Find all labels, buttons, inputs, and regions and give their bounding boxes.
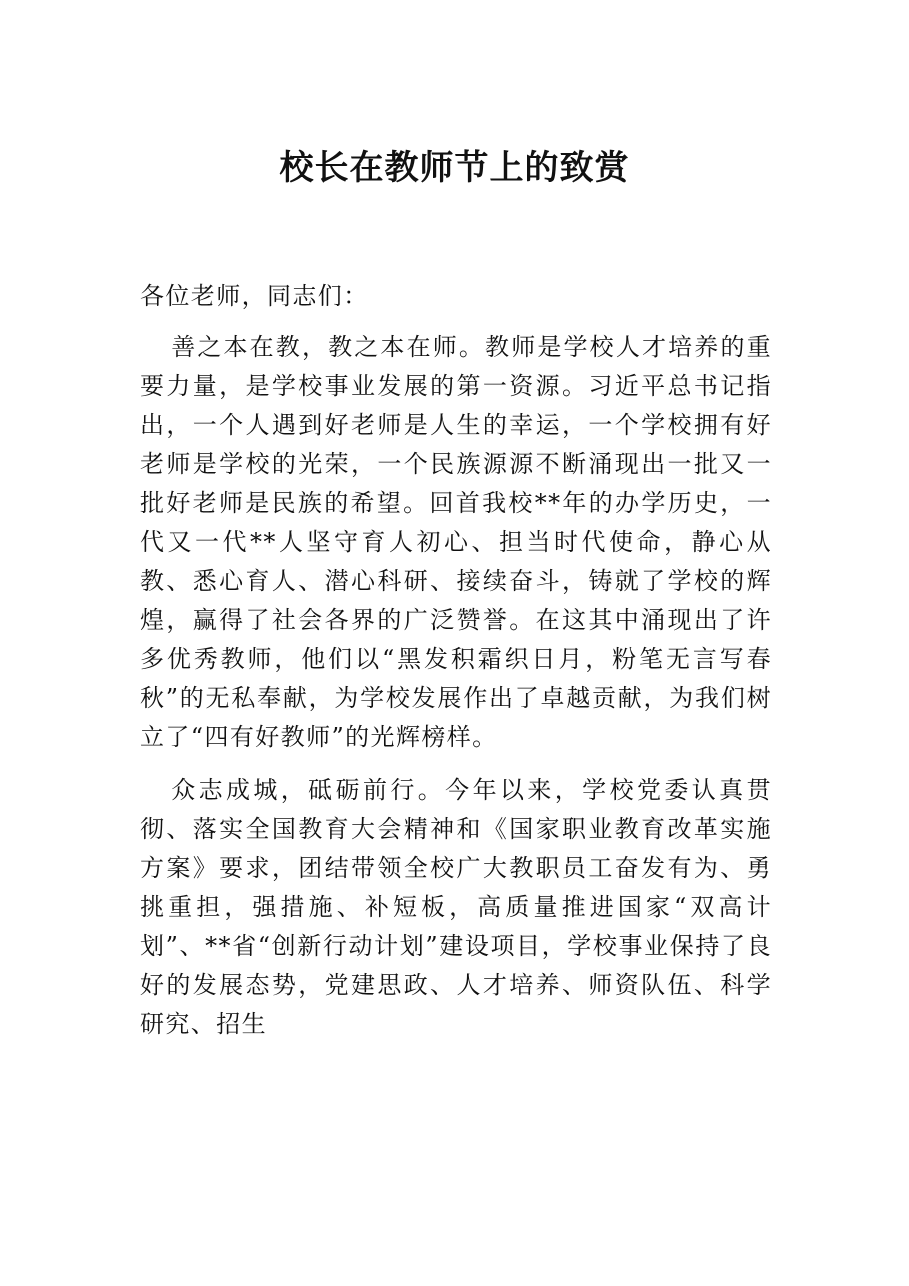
document-body — [140, 277, 772, 1058]
salutation: 各位老师，同志们： — [140, 282, 369, 310]
paragraph-1: 善之本在教，教之本在师。教师是学校人才培养的重要力量，是学校事业发展的第一资源。习近平总书记指出，一个人遇到好老师是人生的幸运，一个学校拥有好老师是学校的光荣，一个民族源源不断涌现出一批又一批好老师是民族的希望。回首我校**年的办学历史，一代又一代**人坚守育人初心、担当时代使命，静心从教、悉心育人、潜心科研、接续奋斗，铸就了学校的辉煌，赢得了社会各界的广泛赞誉。在这其中涌现出了许多优秀教师，他们以“黑发积霜织日月，粉笔无言写春秋”的无私奉献，为学校发展作出了卓越贡献，为我们树立了“四有好教师”的光辉榜样。 — [140, 333, 772, 751]
document-title: 校长在教师节上的致赏 — [279, 148, 630, 188]
paragraph-2: 众志成城，砥砺前行。今年以来，学校党委认真贯彻、落实全国教育大会精神和《国家职业教育改革实施方案》要求，团结带领全校广大教职员工奋发有为、勇挑重担，强措施、补短板，高质量推进国家“双高计划”、**省“创新行动计划”建设项目，学校事业保持了良好的发展态势，党建思政、人才培养、师资队伍、科学研究、招生 — [140, 776, 772, 1038]
